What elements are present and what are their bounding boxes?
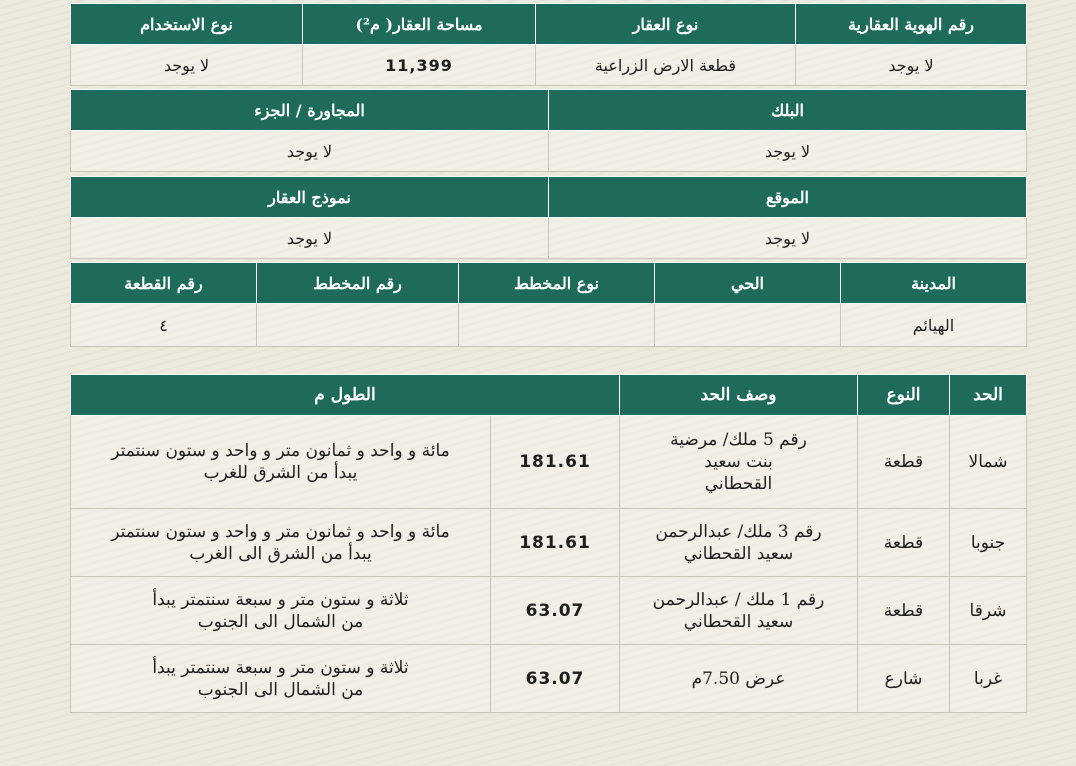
plan-number-header: رقم المخطط	[257, 263, 459, 304]
property-type-value: قطعة الارض الزراعية	[536, 45, 796, 86]
location-value: لا يوجد	[549, 218, 1027, 259]
boundary-type: قطعة	[858, 577, 950, 645]
boundary-length-text: مائة و واحد و ثمانون متر و واحد و ستون سنتمتر يبدأ من الشرق للغرب	[71, 416, 491, 509]
block-info-header-row	[71, 90, 1027, 131]
boundary-description: رقم 1 ملك / عبدالرحمن سعيد القحطاني	[620, 577, 858, 645]
property-id-header: رقم الهوية العقارية	[796, 4, 1027, 45]
boundary-length-text: ثلاثة و ستون متر و سبعة سنتمتر يبدأ من الشمال الى الجنوب	[71, 645, 491, 713]
boundary-type: قطعة	[858, 416, 950, 509]
city-info-header-row	[71, 263, 1027, 304]
city-header: المدينة	[841, 263, 1027, 304]
location-info-value-row	[71, 218, 1027, 259]
plan-type-value	[459, 304, 655, 347]
boundary-direction: شرقا	[950, 577, 1027, 645]
city-value: الهيائم	[841, 304, 1027, 347]
boundary-length-text: ثلاثة و ستون متر و سبعة سنتمتر يبدأ من الشمال الى الجنوب	[71, 577, 491, 645]
plot-number-value: ٤	[71, 304, 257, 347]
table-row	[71, 577, 1027, 645]
boundary-type-header: النوع	[858, 375, 950, 416]
plot-number-header: رقم القطعة	[71, 263, 257, 304]
boundary-direction: شمالا	[950, 416, 1027, 509]
boundary-type: شارع	[858, 645, 950, 713]
table-row	[71, 416, 1027, 509]
boundary-length-text: مائة و واحد و ثمانون متر و واحد و ستون سنتمتر يبدأ من الشرق الى الغرب	[71, 509, 491, 577]
property-type-header: نوع العقار	[536, 4, 796, 45]
property-info-value-row	[71, 45, 1027, 86]
boundary-direction: جنوبا	[950, 509, 1027, 577]
plan-number-value	[257, 304, 459, 347]
usage-type-header: نوع الاستخدام	[71, 4, 303, 45]
block-info-value-row	[71, 131, 1027, 172]
property-area-value: 11,399	[303, 45, 536, 86]
block-info-table	[70, 89, 1027, 172]
location-info-table	[70, 176, 1027, 259]
boundary-description: رقم 3 ملك/ عبدالرحمن سعيد القحطاني	[620, 509, 858, 577]
boundary-length-value: 63.07	[491, 645, 620, 713]
usage-type-value: لا يوجد	[71, 45, 303, 86]
plan-type-header: نوع المخطط	[459, 263, 655, 304]
district-header: الحي	[655, 263, 841, 304]
property-area-header: مساحة العقار( م²)	[303, 4, 536, 45]
city-info-table	[70, 262, 1027, 347]
table-row	[71, 645, 1027, 713]
property-model-header: نموذج العقار	[71, 177, 549, 218]
location-header: الموقع	[549, 177, 1027, 218]
location-info-header-row	[71, 177, 1027, 218]
block-header: البلك	[549, 90, 1027, 131]
property-info-table	[70, 3, 1027, 86]
property-id-value: لا يوجد	[796, 45, 1027, 86]
property-info-header-row	[71, 4, 1027, 45]
boundary-length-value: 63.07	[491, 577, 620, 645]
boundary-description: رقم 5 ملك/ مرضية بنت سعيد القحطاني	[620, 416, 858, 509]
boundary-description: عرض 7.50م	[620, 645, 858, 713]
boundaries-table	[70, 374, 1027, 713]
boundary-length-value: 181.61	[491, 416, 620, 509]
boundary-header: الحد	[950, 375, 1027, 416]
property-model-value: لا يوجد	[71, 218, 549, 259]
boundary-length-header: الطول م	[71, 375, 620, 416]
boundary-type: قطعة	[858, 509, 950, 577]
neighborhood-part-header: المجاورة / الجزء	[71, 90, 549, 131]
boundary-description-header: وصف الحد	[620, 375, 858, 416]
district-value	[655, 304, 841, 347]
block-value: لا يوجد	[549, 131, 1027, 172]
boundaries-header-row	[71, 375, 1027, 416]
city-info-value-row	[71, 304, 1027, 347]
boundary-length-value: 181.61	[491, 509, 620, 577]
neighborhood-part-value: لا يوجد	[71, 131, 549, 172]
table-row	[71, 509, 1027, 577]
boundary-direction: غربا	[950, 645, 1027, 713]
